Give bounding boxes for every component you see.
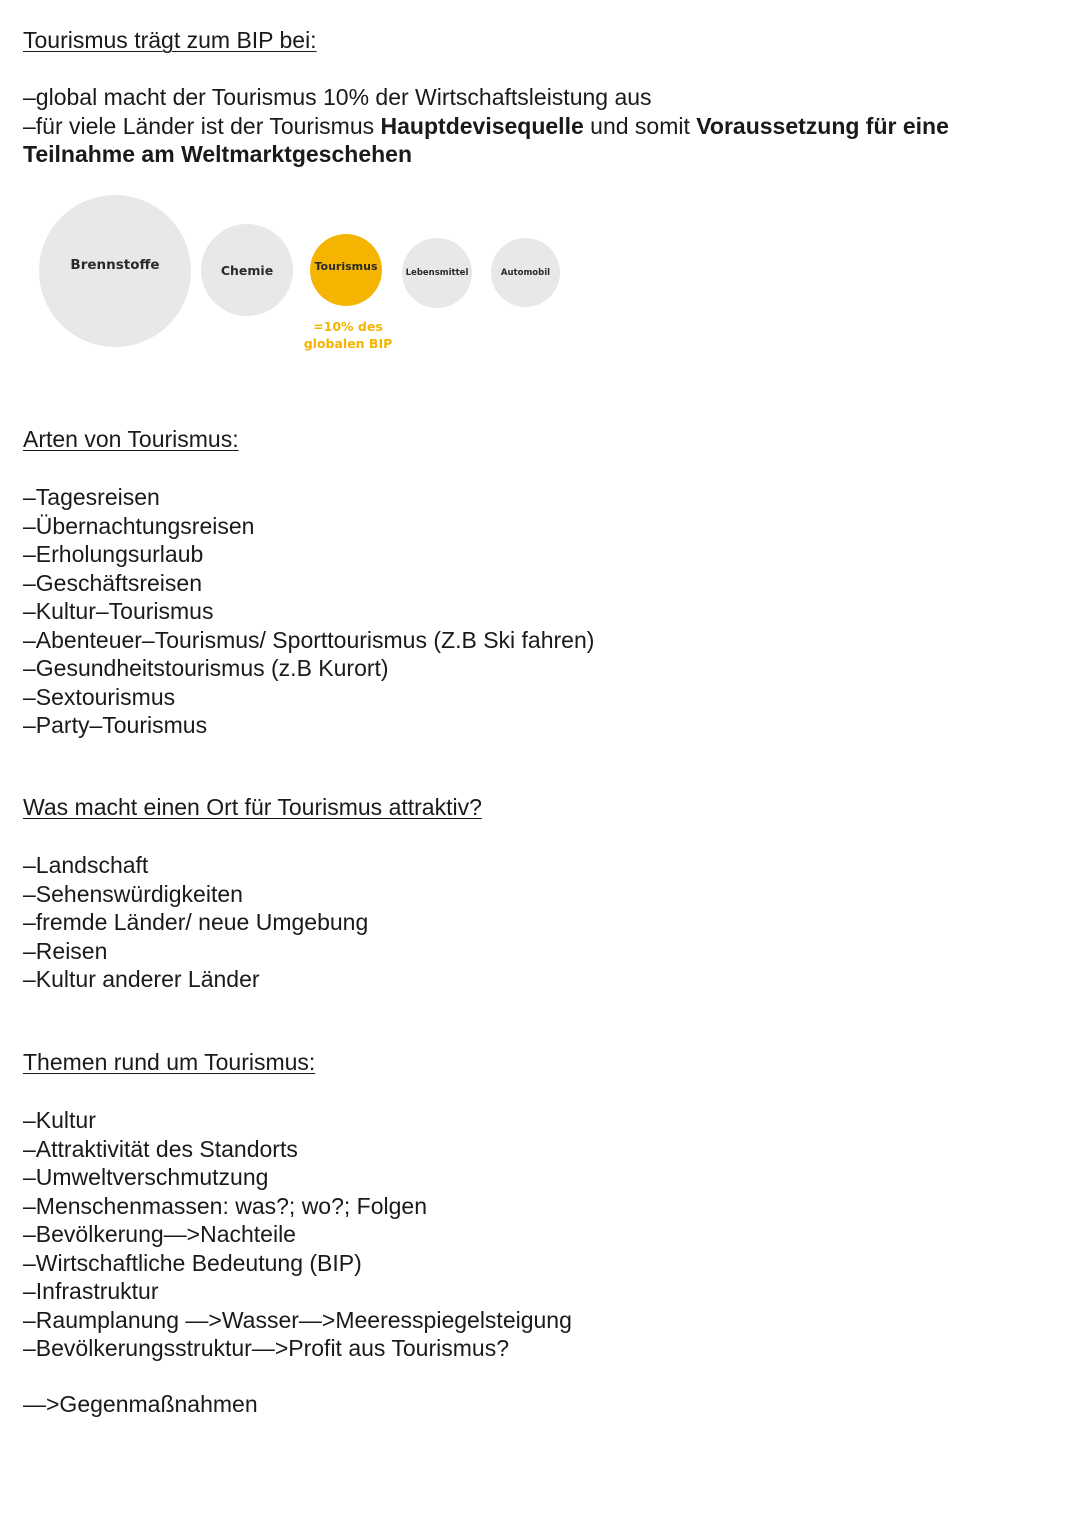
list-item: –Kultur <box>23 1107 96 1133</box>
list-item: –Sehenswürdigkeiten <box>23 880 243 907</box>
list-item: –Wirtschaftliche Bedeutung (BIP) <box>23 1249 362 1276</box>
list-item: –Tagesreisen <box>23 484 160 510</box>
list-item: –Menschenmassen: was?; wo?; Folgen <box>23 1192 427 1219</box>
tourismus-share-note <box>290 318 406 352</box>
bip-line-2-bold-b: Voraussetzung für eine Teilnahme am Weltmarktgeschehen <box>23 112 949 167</box>
list-item: –Bevölkerungsstruktur—>Profit aus Tourismus? <box>23 1335 509 1361</box>
note-line-1: =10% des <box>313 319 383 334</box>
themen-list <box>23 1106 572 1363</box>
list-item: –Erholungsurlaub <box>23 541 204 567</box>
list-item: –Geschäftsreisen <box>23 569 202 596</box>
bip-line-1: –global macht der Tourismus 10% der Wirtschaftsleistung aus <box>23 84 652 110</box>
list-item: –Sextourismus <box>23 683 176 710</box>
list-item: –Gesundheitstourismus (z.B Kurort) <box>23 655 389 681</box>
attraktiv-list <box>23 851 368 994</box>
list-item: –Abenteuer–Tourismus/ Sporttourismus (Z.B Ski fahren) <box>23 626 595 653</box>
heading-themen: Themen rund um Tourismus: <box>23 1049 316 1075</box>
conclusion-line: —>Gegenmaßnahmen <box>23 1391 258 1417</box>
bubble-chemie-label: Chemie <box>220 262 274 278</box>
list-item: –Kultur–Tourismus <box>23 598 214 624</box>
heading-attraktiv: Was macht einen Ort für Tourismus attraktiv? <box>23 794 482 820</box>
list-item: –Umweltverschmutzung <box>23 1164 269 1190</box>
note-line-2: globalen BIP <box>303 336 393 351</box>
list-item: –Reisen <box>23 937 108 964</box>
bubble-chemie <box>201 224 293 316</box>
list-item: –Infrastruktur <box>23 1278 159 1304</box>
list-item: –Kultur anderer Länder <box>23 966 260 992</box>
arten-list <box>23 483 594 740</box>
bip-line-2-text-b: und somit <box>583 112 697 139</box>
bubble-lebensmittel <box>402 238 472 308</box>
list-item: –Attraktivität des Standorts <box>23 1135 298 1162</box>
list-item: –Landschaft <box>23 852 149 878</box>
list-item: –Übernachtungsreisen <box>23 512 255 539</box>
bubble-tourismus-label: Tourismus <box>314 259 378 273</box>
bip-line-2-text-a: –für viele Länder ist der Tourismus <box>23 112 381 139</box>
bubble-brennstoffe-label: Brennstoffe <box>70 257 160 273</box>
bubble-automobil <box>491 238 560 307</box>
list-item: –Bevölkerung—>Nachteile <box>23 1221 296 1247</box>
bubble-lebensmittel-label: Lebensmittel <box>405 268 469 278</box>
bubble-automobil-label: Automobil <box>500 267 551 278</box>
bip-paragraph <box>23 83 1023 169</box>
bubble-tourismus <box>310 234 382 306</box>
heading-bip: Tourismus trägt zum BIP bei: <box>23 27 317 53</box>
list-item: –Party–Tourismus <box>23 712 208 738</box>
list-item: –Raumplanung —>Wasser—>Meeresspiegelsteigung <box>23 1306 572 1333</box>
list-item: –fremde Länder/ neue Umgebung <box>23 909 369 935</box>
heading-arten: Arten von Tourismus: <box>23 426 239 452</box>
bubble-brennstoffe <box>39 195 191 347</box>
bip-line-2-bold-a: Hauptdevisequelle <box>380 112 584 139</box>
